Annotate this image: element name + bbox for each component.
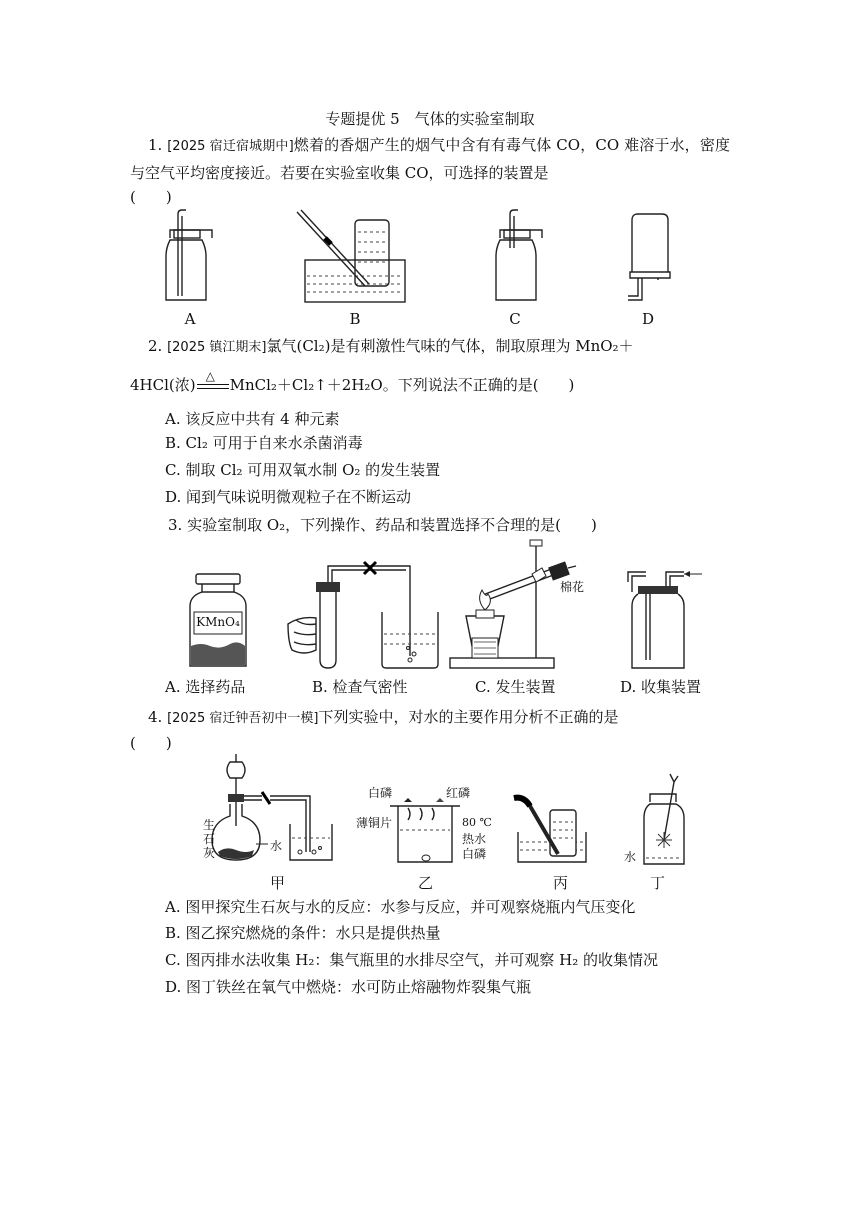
q4-yi-temperature: 80 ℃ [462,816,492,829]
q4-option-c: C. 图丙排水法收集 H₂：集气瓶里的水排尽空气，并可观察 H₂ 的收集情况 [165,951,658,969]
q3-figure-b-airtight [286,560,446,672]
q4-ding-water: 水 [624,850,637,864]
q3-caption-c: C. 发生装置 [475,678,556,696]
q3-caption-a: A. 选择药品 [165,678,246,696]
q2-option-b: B. Cl₂ 可用于自来水杀菌消毒 [165,434,363,452]
q2-heat-condition: △ [205,369,215,383]
q1-label-a: A [184,310,196,328]
q2-option-a: A. 该反应中共有 4 种元素 [165,410,340,428]
question-4 [130,704,730,732]
q3-figure-d-collector [622,564,706,672]
q4-source: [2025 宿迁钟吾初中一模] [167,711,319,726]
q3-text: 实验室制取 O₂，下列操作、药品和装置选择不合理的是( ) [187,516,597,534]
q4-number: 4. [148,708,163,726]
q1-answer-blank: ( ) [130,188,172,206]
question-1 [130,132,730,186]
question-3 [130,512,730,538]
q1-figure-c [490,208,550,308]
q4-answer-blank: ( ) [130,734,172,752]
q1-source: [2025 宿迁宿城期中] [167,139,294,154]
q3-caption-d: D. 收集装置 [620,678,702,696]
q4-yi-white-phosphorus-2: 白磷 [462,847,487,861]
q2-text-line1: 氯气(Cl₂)是有刺激性气味的气体，制取原理为 MnO₂＋ [266,337,634,355]
q4-option-d: D. 图丁铁丝在氧气中燃烧：水可防止熔融物炸裂集气瓶 [165,978,532,996]
q4-jia-water: 水 [270,839,283,853]
q4-jia-quicklime: 生石灰 [203,818,216,860]
q4-label-bing: 丙 [553,874,569,892]
q1-figure-d [620,212,680,304]
q1-figure-a [160,208,220,308]
q2-source: [2025 镇江期末] [167,340,267,355]
question-2 [130,333,730,361]
q1-number: 1. [148,136,163,154]
q4-yi-red-phosphorus: 红磷 [446,786,471,800]
q2-equals-line-2 [197,388,229,389]
q4-figure-bing [510,796,590,868]
q3-cotton-label: 棉花 [560,580,585,594]
q4-yi-white-phosphorus: 白磷 [368,786,393,800]
q3-number: 3. [168,516,183,534]
q4-label-ding: 丁 [650,874,666,892]
q2-number: 2. [148,337,163,355]
q1-figure-b [295,210,415,310]
q2-equals-line-1 [197,384,229,385]
q4-figure-ding [640,772,690,868]
q1-label-c: C [509,310,521,328]
page-title: 专题提优 5 气体的实验室制取 [325,110,535,128]
q4-yi-copper-sheet: 薄铜片 [356,816,393,830]
q4-label-yi: 乙 [418,874,434,892]
q4-label-jia: 甲 [270,874,286,892]
q1-text: 燃着的香烟产生的烟气中含有有毒气体 CO，CO 难溶于水，密度与空气平均密度接近。若要在实验室收集 CO，可选择的装置是 [130,136,730,182]
q2-equation [130,369,730,398]
q4-text: 下列实验中，对水的主要作用分析不正确的是 [318,708,619,726]
q2-option-d: D. 闻到气味说明微观粒子在不断运动 [165,488,412,506]
q4-yi-hot-water: 热水 [462,832,487,846]
q3-figure-c-generator [446,538,586,672]
q2-equals-sign [196,369,230,393]
q3-caption-b: B. 检查气密性 [312,678,408,696]
q1-label-d: D [641,310,655,328]
q4-option-b: B. 图乙探究燃烧的条件：水只是提供热量 [165,924,441,942]
q4-figure-yi [390,796,460,870]
q2-equation-left: 4HCl(浓) [130,376,196,394]
q2-equation-right: MnCl₂＋Cl₂↑＋2H₂O。下列说法不正确的是( ) [229,376,575,394]
q4-option-a: A. 图甲探究生石灰与水的反应：水参与反应，并可观察烧瓶内气压变化 [165,898,636,916]
q2-option-c: C. 制取 Cl₂ 可用双氧水制 O₂ 的发生装置 [165,461,441,479]
q3-bottle-label: KMnO₄ [196,615,240,629]
q1-label-b: B [349,310,361,328]
